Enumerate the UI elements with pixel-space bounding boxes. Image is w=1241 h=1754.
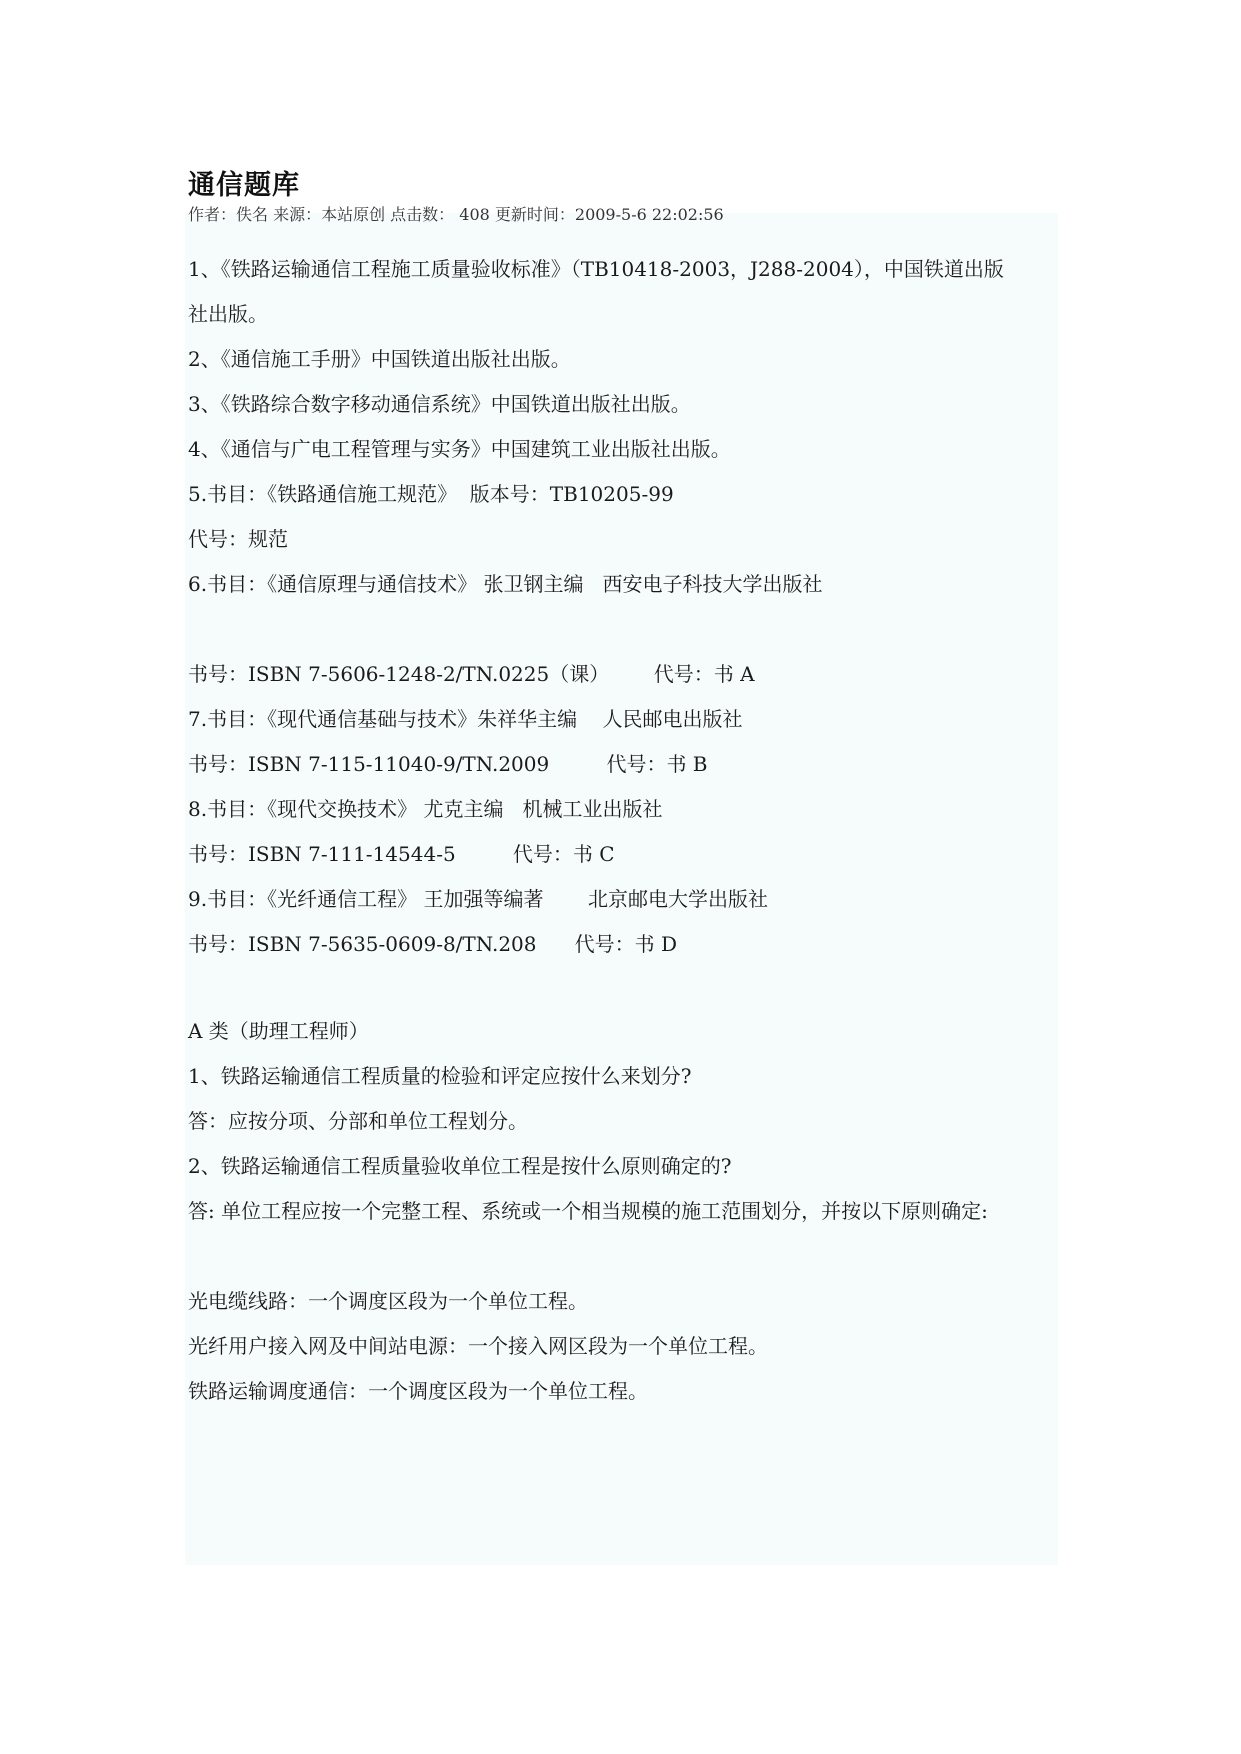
question-line: 1、铁路运输通信工程质量的检验和评定应按什么来划分? xyxy=(188,1064,692,1088)
text-line: 6.书目：《通信原理与通信技术》 张卫钢主编 西安电子科技大学出版社 xyxy=(188,572,823,596)
text-line: 书号：ISBN 7-5606-1248-2/TN.0225（课） 代号：书 A xyxy=(188,662,755,686)
answer-line: 答: 单位工程应按一个完整工程、系统或一个相当规模的施工范围划分，并按以下原则确定: xyxy=(188,1199,988,1223)
question-line: 2、铁路运输通信工程质量验收单位工程是按什么原则确定的? xyxy=(188,1154,732,1178)
text-line: 铁路运输调度通信：一个调度区段为一个单位工程。 xyxy=(188,1379,648,1403)
page-title: 通信题库 xyxy=(188,170,300,201)
article-meta: 作者：佚名 来源：本站原创 点击数： 408 更新时间：2009-5-6 22:02:56 xyxy=(188,205,724,224)
text-line: 5.书目：《铁路通信施工规范》 版本号：TB10205-99 xyxy=(188,482,674,506)
text-line: 书号：ISBN 7-111-14544-5 代号：书 C xyxy=(188,842,615,866)
text-line: 4、《通信与广电工程管理与实务》中国建筑工业出版社出版。 xyxy=(188,437,731,461)
text-line: 1、《铁路运输通信工程施工质量验收标准》（TB10418-2003，J288-2004），中国铁道出版 xyxy=(188,257,1004,281)
text-line: 2、《通信施工手册》中国铁道出版社出版。 xyxy=(188,347,571,371)
text-line: 书号：ISBN 7-115-11040-9/TN.2009 代号：书 B xyxy=(188,752,708,776)
text-line: 社出版。 xyxy=(188,302,268,326)
text-line: 3、《铁路综合数字移动通信系统》中国铁道出版社出版。 xyxy=(188,392,691,416)
answer-line: 答：应按分项、分部和单位工程划分。 xyxy=(188,1109,528,1133)
text-line: 9.书目：《光纤通信工程》 王加强等编著 北京邮电大学出版社 xyxy=(188,887,768,911)
section-heading: A 类（助理工程师） xyxy=(188,1019,369,1043)
text-line: 光纤用户接入网及中间站电源：一个接入网区段为一个单位工程。 xyxy=(188,1334,768,1358)
text-line: 书号：ISBN 7-5635-0609-8/TN.208 代号：书 D xyxy=(188,932,678,956)
text-line: 8.书目：《现代交换技术》 尤克主编 机械工业出版社 xyxy=(188,797,663,821)
text-line: 代号：规范 xyxy=(188,527,288,551)
text-line: 7.书目：《现代通信基础与技术》朱祥华主编 人民邮电出版社 xyxy=(188,707,743,731)
text-line: 光电缆线路：一个调度区段为一个单位工程。 xyxy=(188,1289,588,1313)
